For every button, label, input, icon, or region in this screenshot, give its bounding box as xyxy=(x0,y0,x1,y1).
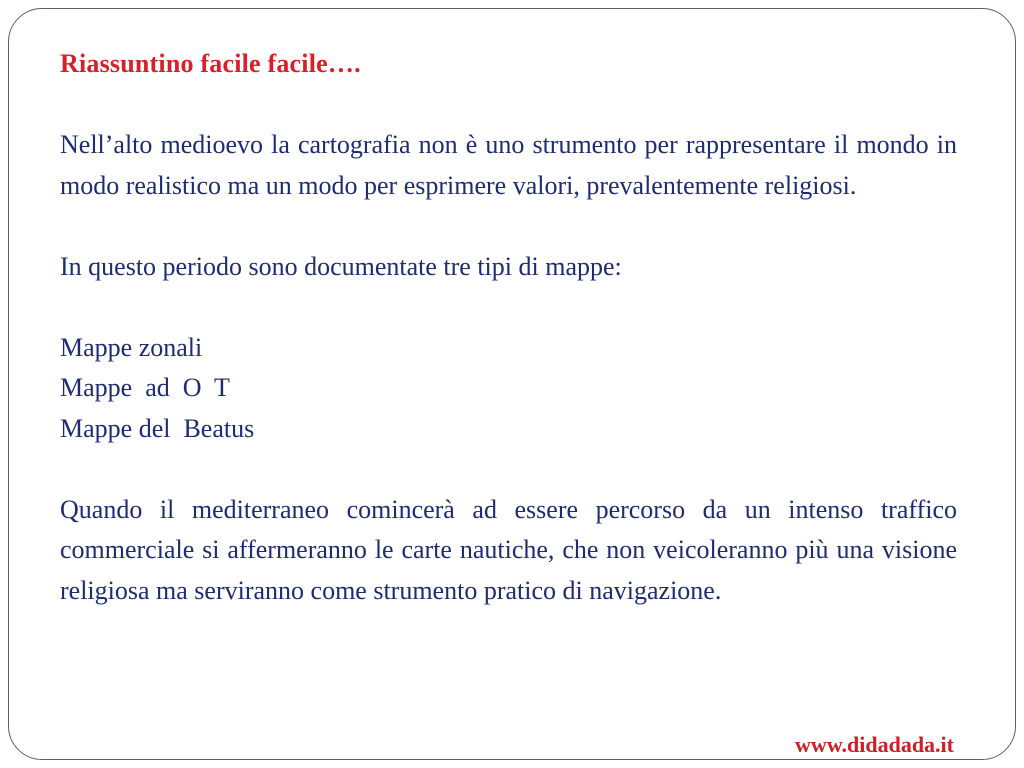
spacer xyxy=(60,206,957,247)
spacer xyxy=(60,85,957,126)
list-item-map-type: Mappe zonali xyxy=(60,332,203,362)
spacer xyxy=(60,287,957,328)
list-item-map-type: Mappe ad O T xyxy=(60,373,230,402)
footer-website-link[interactable]: www.didadada.it xyxy=(795,732,954,757)
map-types-list xyxy=(60,328,957,450)
slide-content xyxy=(60,44,957,611)
slide-title: Riassuntino facile facile…. xyxy=(60,49,361,78)
paragraph-nautical-charts: Quando il mediterraneo comincerà ad essere percorso da un intenso traffico commerciale si affermeranno le carte nautiche, che non veicoleranno più una visione religiosa ma serviranno come strumento pratico di navigazione. xyxy=(60,494,957,605)
spacer xyxy=(60,449,957,490)
list-item-map-type: Mappe del Beatus xyxy=(60,413,255,443)
paragraph-intro: Nell’alto medioevo la cartografia non è uno strumento per rappresentare il mondo in modo realistico ma un modo per esprimere valori, prevalentemente religiosi. xyxy=(60,130,957,200)
paragraph-map-types-intro: In questo periodo sono documentate tre tipi di mappe: xyxy=(60,251,622,281)
